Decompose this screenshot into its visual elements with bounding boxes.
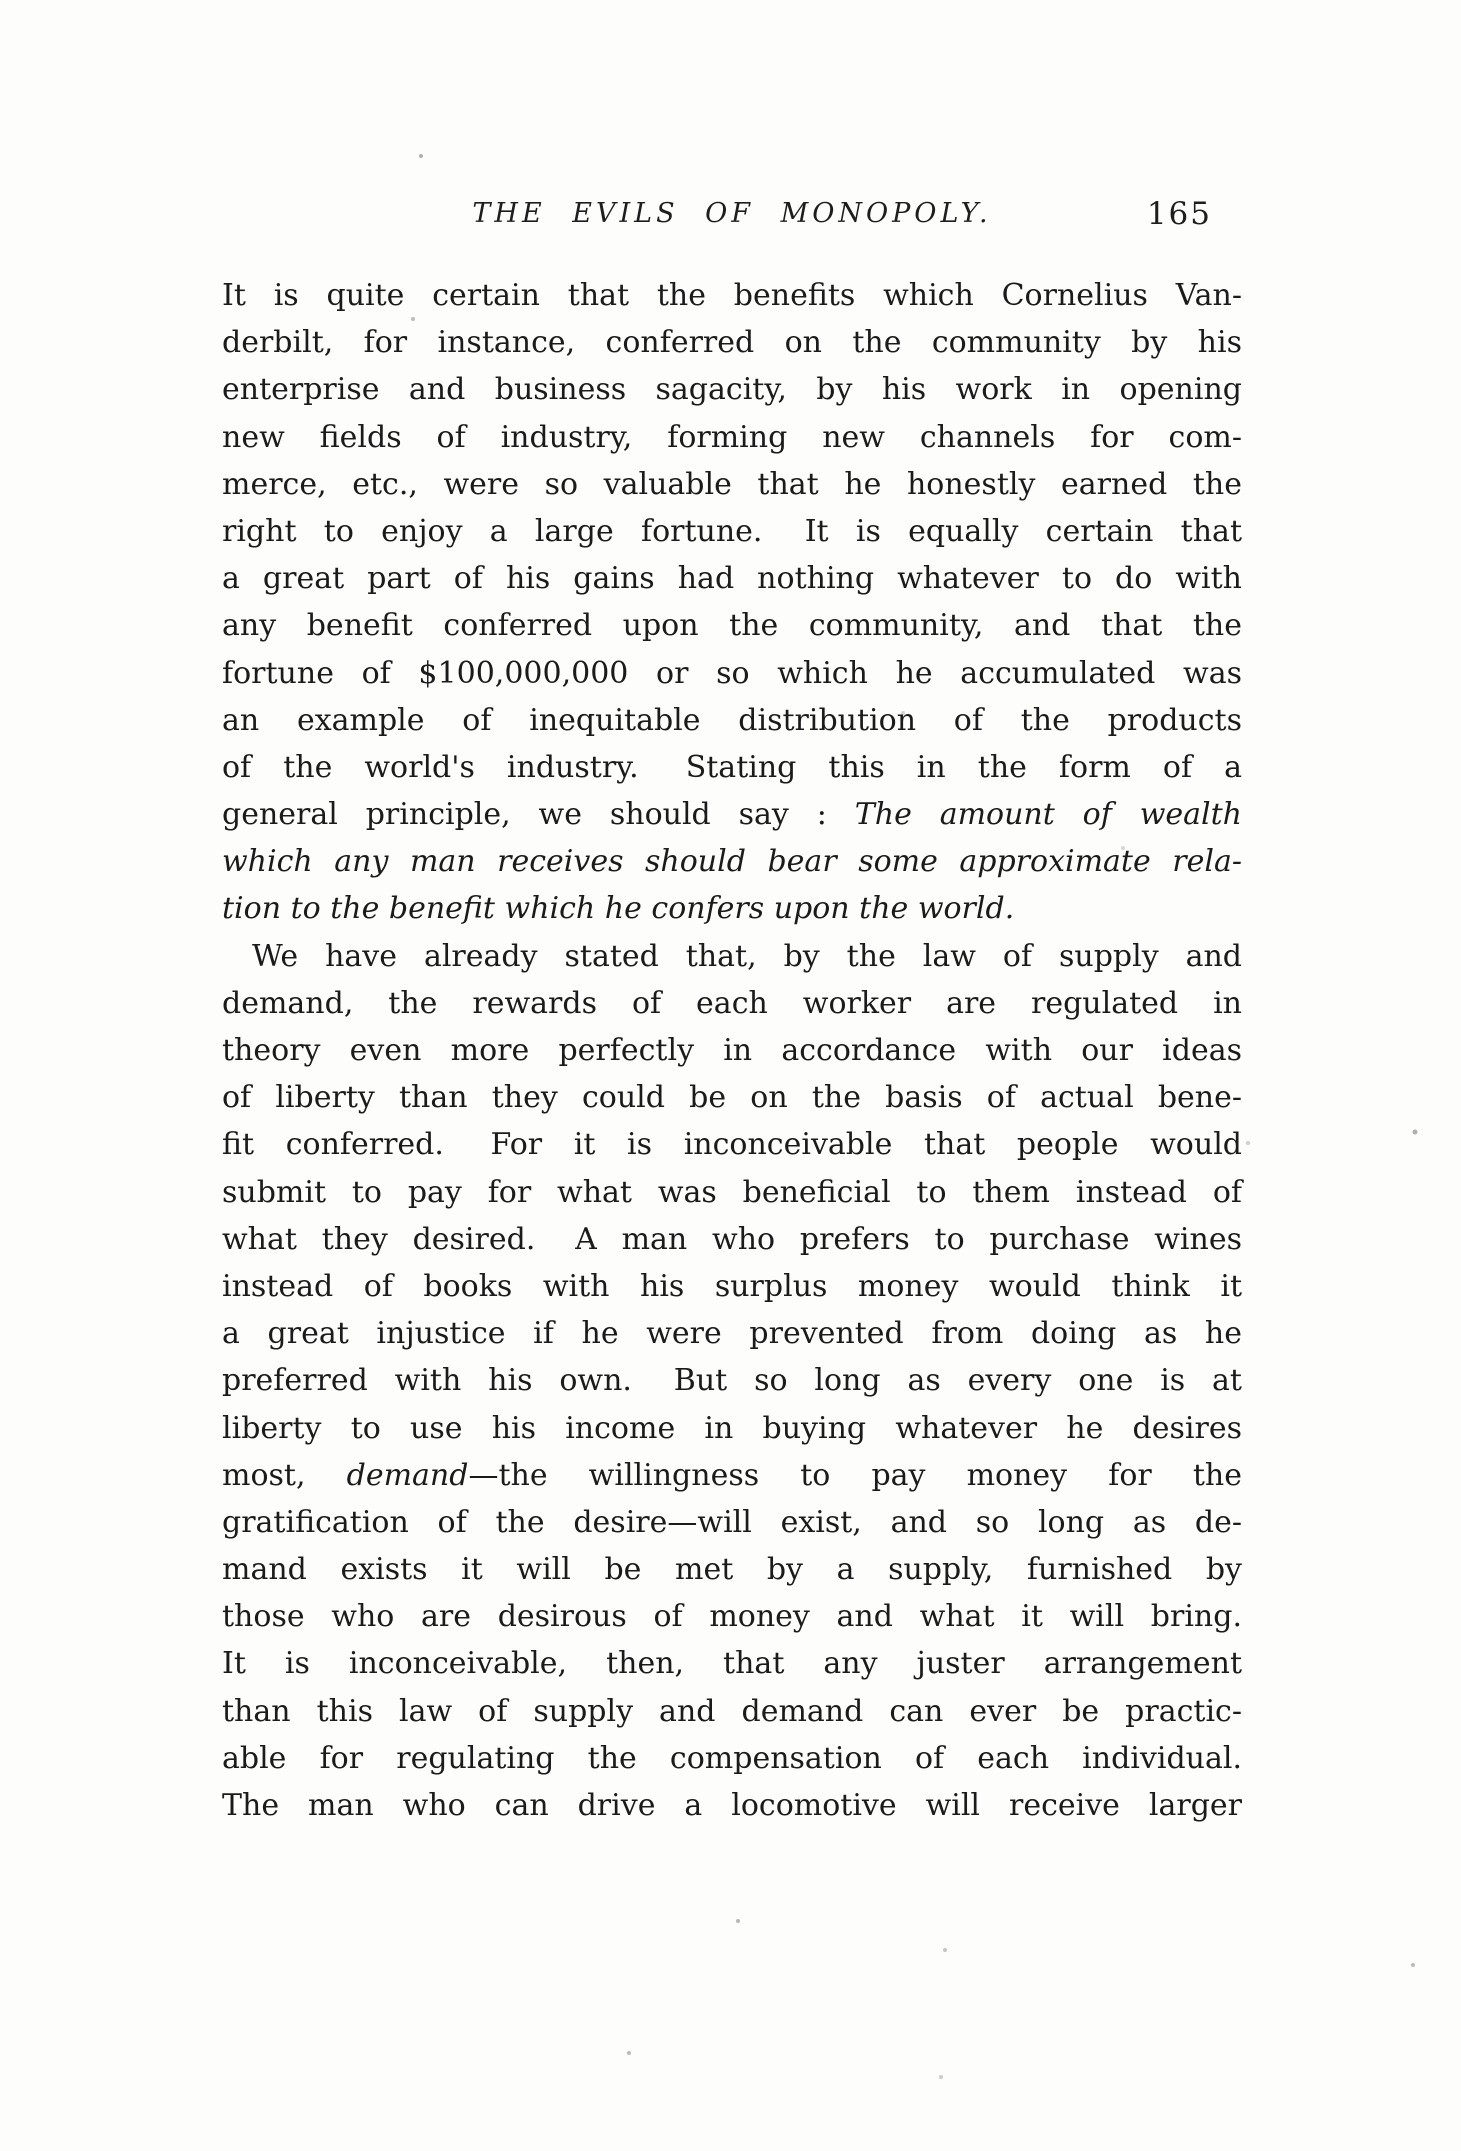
text-line	[222, 414, 1242, 461]
text-segment: It is inconceivable, then, that any juster arrangement	[222, 1646, 1242, 1682]
text-line	[222, 838, 1242, 885]
text-segment: demand, the rewards of each worker are regulated in	[222, 985, 1242, 1021]
paragraph	[222, 272, 1242, 933]
text-line	[222, 697, 1242, 744]
text-line	[222, 1546, 1242, 1593]
text-line	[222, 650, 1242, 697]
italic-text-segment: tion to the benefit which he confers upon the world.	[222, 891, 1015, 927]
running-header	[222, 198, 1242, 244]
text-line	[222, 980, 1242, 1027]
text-line	[222, 1121, 1242, 1168]
text-line	[222, 508, 1242, 555]
text-segment: theory even more perfectly in accordance with our ideas	[222, 1033, 1242, 1068]
text-segment: new fields of industry, forming new channels for com-	[222, 419, 1242, 455]
page-number: 165	[1146, 196, 1212, 232]
text-segment: enterprise and business sagacity, by his work in opening	[222, 372, 1242, 408]
text-line	[222, 1735, 1242, 1782]
text-segment: We have already stated that, by the law of supply and	[252, 938, 1242, 974]
text-segment: gratification of the desire—will exist, and so long as de-	[222, 1504, 1242, 1540]
text-line	[222, 1169, 1242, 1216]
text-line	[222, 1782, 1242, 1829]
text-segment: instead of books with his surplus money would think it	[222, 1268, 1242, 1304]
text-line	[222, 1593, 1242, 1640]
text-segment: The man who can drive a locomotive will receive larger	[222, 1788, 1242, 1823]
text-segment: of liberty than they could be on the basis of actual bene-	[222, 1080, 1242, 1116]
text-line	[222, 1499, 1242, 1546]
text-segment: derbilt, for instance, conferred on the community by his	[222, 325, 1242, 361]
text-segment: right to enjoy a large fortune. It is equally certain that	[222, 513, 1242, 549]
text-line	[222, 272, 1242, 319]
text-segment: than this law of supply and demand can ever be practic-	[222, 1693, 1242, 1729]
text-line	[222, 1263, 1242, 1310]
text-segment: of the world's industry. Stating this in the form of a	[222, 749, 1242, 785]
body-text	[222, 272, 1242, 1829]
text-line	[222, 1405, 1242, 1452]
text-segment: liberty to use his income in buying whatever he desires	[222, 1410, 1242, 1446]
text-line	[222, 1688, 1242, 1735]
text-line	[222, 602, 1242, 649]
text-segment: fit conferred. For it is inconceivable that people would	[222, 1127, 1242, 1163]
text-segment: merce, etc., were so valuable that he honestly earned the	[222, 466, 1242, 502]
text-line	[222, 1027, 1242, 1074]
italic-text-segment: demand	[346, 1457, 469, 1493]
text-line	[222, 1452, 1242, 1499]
italic-text-segment: The amount of wealth	[854, 797, 1242, 833]
italic-text-segment: which any man receives should bear some approximate rela-	[222, 844, 1242, 880]
text-segment: those who are desirous of money and what it will bring.	[222, 1599, 1242, 1635]
text-segment: fortune of $100,000,000 or so which he accumulated was	[222, 655, 1242, 691]
text-line	[222, 319, 1242, 366]
text-segment: —the willingness to pay money for the	[468, 1457, 1242, 1493]
text-line	[222, 1640, 1242, 1687]
text-segment: a great injustice if he were prevented from doing as he	[222, 1316, 1242, 1352]
scan-noise-specks	[0, 0, 2, 2]
text-line	[222, 885, 1242, 932]
text-segment: any benefit conferred upon the community, and that the	[222, 608, 1242, 644]
text-segment: what they desired. A man who prefers to purchase wines	[222, 1221, 1242, 1257]
text-line	[222, 555, 1242, 602]
text-line	[222, 791, 1242, 838]
text-line	[222, 1357, 1242, 1404]
text-line	[222, 933, 1242, 980]
text-line	[222, 461, 1242, 508]
text-line	[222, 1310, 1242, 1357]
text-segment: an example of inequitable distribution of the products	[222, 702, 1242, 738]
text-segment: most,	[222, 1457, 347, 1493]
text-line	[222, 744, 1242, 791]
text-segment: mand exists it will be met by a supply, furnished by	[222, 1552, 1242, 1588]
text-segment: general principle, we should say :	[222, 797, 855, 833]
text-segment: submit to pay for what was beneficial to them instead of	[222, 1174, 1242, 1210]
text-segment: a great part of his gains had nothing whatever to do with	[222, 561, 1242, 597]
text-line	[222, 366, 1242, 413]
text-segment: able for regulating the compensation of each individual.	[222, 1740, 1242, 1776]
text-line	[222, 1216, 1242, 1263]
running-header-title: THE EVILS OF MONOPOLY.	[472, 198, 992, 229]
text-segment: It is quite certain that the benefits which Cornelius Van-	[222, 278, 1242, 313]
text-line	[222, 1074, 1242, 1121]
paragraph	[222, 933, 1242, 1830]
text-segment: preferred with his own. But so long as every one is at	[222, 1363, 1242, 1399]
